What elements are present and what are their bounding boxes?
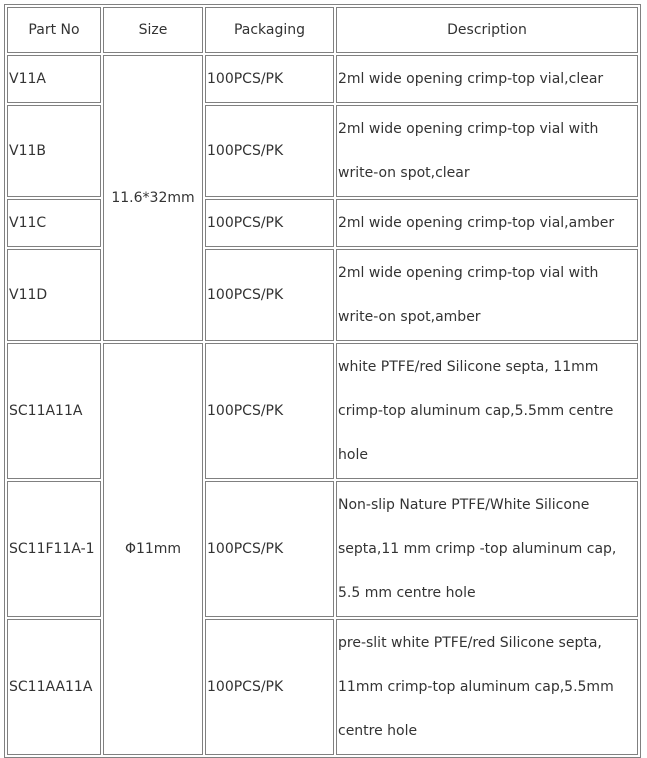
- cell-size-caps: Φ11mm: [103, 343, 203, 755]
- cell-packaging: 100PCS/PK: [205, 619, 334, 755]
- cell-packaging: 100PCS/PK: [205, 199, 334, 247]
- cell-packaging: 100PCS/PK: [205, 55, 334, 103]
- cell-part-no: SC11A11A: [7, 343, 101, 479]
- product-table: [4, 4, 641, 758]
- product-table-container: [4, 4, 641, 758]
- table-row: [7, 249, 638, 341]
- table-header-row: [7, 7, 638, 53]
- header-size: Size: [103, 7, 203, 53]
- cell-part-no: SC11AA11A: [7, 619, 101, 755]
- cell-part-no: V11A: [7, 55, 101, 103]
- cell-part-no: SC11F11A-1: [7, 481, 101, 617]
- table-row: [7, 481, 638, 617]
- table-row: [7, 343, 638, 479]
- cell-description: 2ml wide opening crimp-top vial,clear: [336, 55, 638, 103]
- table-row: [7, 199, 638, 247]
- cell-packaging: 100PCS/PK: [205, 481, 334, 617]
- cell-description: Non-slip Nature PTFE/White Silicone septa,11 mm crimp -top aluminum cap, 5.5 mm centre hole: [336, 481, 638, 617]
- header-part-no: Part No: [7, 7, 101, 53]
- cell-description: pre-slit white PTFE/red Silicone septa, 11mm crimp-top aluminum cap,5.5mm centre hole: [336, 619, 638, 755]
- cell-description: 2ml wide opening crimp-top vial with write-on spot,clear: [336, 105, 638, 197]
- cell-size-vials: 11.6*32mm: [103, 55, 203, 341]
- cell-packaging: 100PCS/PK: [205, 105, 334, 197]
- cell-description: white PTFE/red Silicone septa, 11mm crimp-top aluminum cap,5.5mm centre hole: [336, 343, 638, 479]
- cell-description: 2ml wide opening crimp-top vial,amber: [336, 199, 638, 247]
- table-row: [7, 55, 638, 103]
- cell-packaging: 100PCS/PK: [205, 343, 334, 479]
- table-row: [7, 105, 638, 197]
- header-packaging: Packaging: [205, 7, 334, 53]
- cell-part-no: V11C: [7, 199, 101, 247]
- cell-packaging: 100PCS/PK: [205, 249, 334, 341]
- cell-part-no: V11B: [7, 105, 101, 197]
- table-row: [7, 619, 638, 755]
- header-description: Description: [336, 7, 638, 53]
- cell-part-no: V11D: [7, 249, 101, 341]
- cell-description: 2ml wide opening crimp-top vial with write-on spot,amber: [336, 249, 638, 341]
